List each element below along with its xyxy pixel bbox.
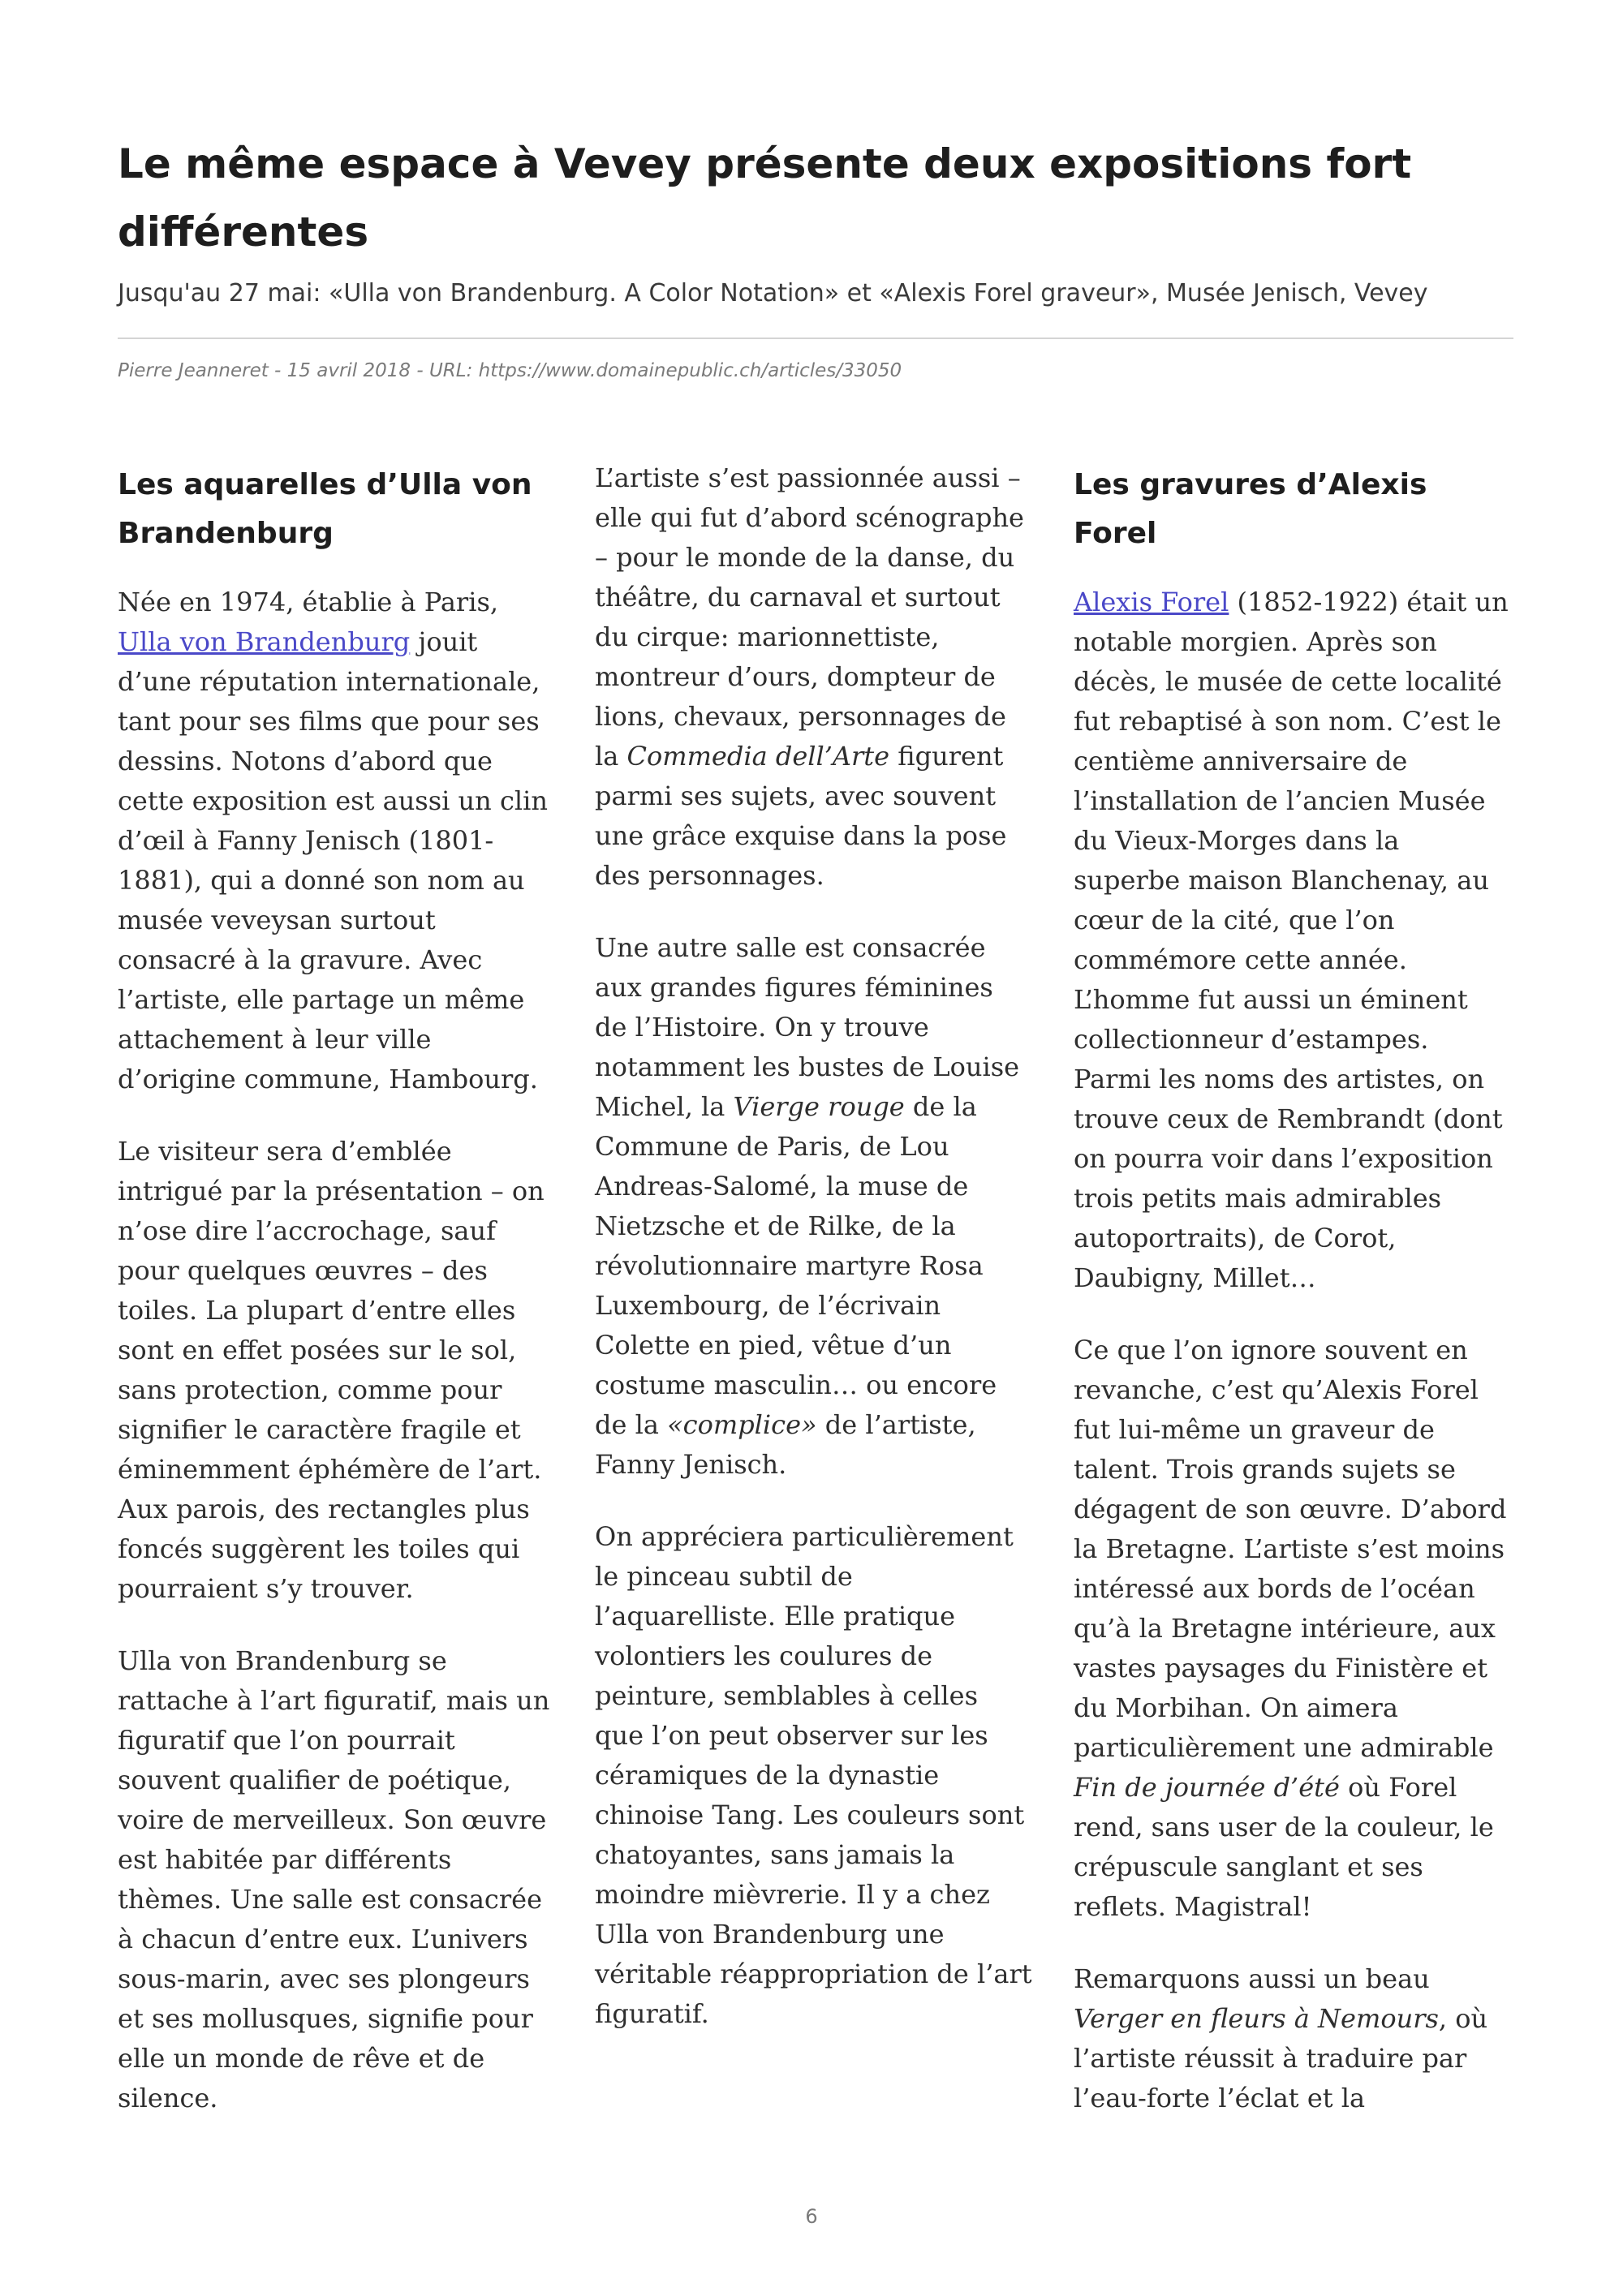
text-run: (1852-1922) était un notable morgien. Après son décès, le musée de cette localité fut rebaptisé à son nom. C’est le centième anniversaire de l’installation de l’ancien Musée du Vieux-Morges dans la superbe maison Blanchenay, au cœur de la cité, que l’on commémore cette année. L’homme fut aussi un éminent collectionneur d’estampes. Parmi les noms des artistes, on trouve ceux de Rembrandt (dont on pourra voir dans l’exposition trois petits mais admirables autoportraits), de Corot, Daubigny, Millet… [1074,587,1509,1293]
column-3 [1074,461,1512,2151]
paragraph [1074,1331,1512,1927]
column-1 [118,461,556,2151]
paragraph [1074,583,1512,1298]
text-run: Ce que l’on ignore souvent en revanche, c’est qu’Alexis Forel fut lui-même un graveur de talent. Trois grands sujets se dégagent de son œuvre. D’abord la Bretagne. L’artiste s’est moins intéressé aux bords de l’océan qu’à la Bretagne intérieure, aux vastes paysages du Finistère et du Morbihan. On aimera particulièrement une admirable [1074,1335,1507,1763]
text-run: figurent parmi ses sujets, avec souvent une grâce exquise dans la pose des personnages. [595,741,1007,891]
text-run: où Forel rend, sans user de la couleur, le crépuscule sanglant et ses reflets. Magistral! [1074,1772,1494,1922]
italic-text: Fin de journée d’été [1074,1772,1340,1803]
italic-text: Vierge rouge [733,1091,905,1122]
paragraph [595,928,1033,1485]
text-run: Née en 1974, établie à Paris, [118,587,499,617]
article-title: Le même espace à Vevey présente deux expositions fort différentes [118,140,1412,256]
header-divider [118,338,1513,339]
italic-text: Commedia dell’Arte [626,741,890,772]
italic-text: Verger en fleurs à Nemours [1074,2003,1439,2034]
article-meta: Pierre Jeanneret - 15 avril 2018 - URL: https://www.domainepublic.ch/articles/33050 [118,360,902,381]
text-run: , où l’artiste réussit à traduire par l’eau-forte l’éclat et la [1074,2003,1488,2113]
paragraph [118,583,556,1099]
italic-text: «complice» [667,1409,817,1440]
text-run: Remarquons aussi un beau [1074,1963,1430,1994]
text-run: Une autre salle est consacrée aux grandes figures féminines de l’Histoire. On y trouve notamment les bustes de Louise Michel, la [595,932,1020,1122]
paragraph: On appréciera particulièrement le pinceau subtil de l’aquarelliste. Elle pratique volontiers les coulures de peinture, semblables à celles que l’on peut observer sur les céramiques de la dynastie chinoise Tang. Les couleurs sont chatoyantes, sans jamais la moindre mièvrerie. Il y a chez Ulla von Brandenburg une véritable réappropriation de l’art figuratif. [595,1521,1032,2029]
paragraph: Le visiteur sera d’emblée intrigué par la présentation – on n’ose dire l’accrochage, sauf pour quelques œuvres – des toiles. La plupart d’entre elles sont en effet posées sur le sol, sans protection, comme pour signifier le caractère fragile et éminemment éphémère de l’art. Aux parois, des rectangles plus foncés suggèrent les toiles qui pourraient s’y trouver. [118,1136,545,1604]
paragraph [595,458,1033,896]
section-heading-aquarelles: Les aquarelles d’Ulla von Brandenburg [118,468,532,550]
text-run: jouit d’une réputation internationale, tant pour ses films que pour ses dessins. Notons d’abord que cette exposition est aussi un clin d’œil à Fanny Jenisch (1801-1881), qui a donné son nom au musée veveysan surtout consacré à la gravure. Avec l’artiste, elle partage un même attachement à leur ville d’origine commune, Hambourg. [118,626,548,1094]
page-number: 6 [805,2205,818,2228]
paragraph: Ulla von Brandenburg se rattache à l’art figuratif, mais un figuratif que l’on pourrait souvent qualifier de poétique, voire de merveilleux. Son œuvre est habitée par différents thèmes. Une salle est consacrée à chacun d’entre eux. L’univers sous-marin, avec ses plongeurs et ses mollusques, signifie pour elle un monde de rêve et de silence. [118,1645,550,2113]
paragraph [1074,1959,1512,2118]
section-heading-gravures: Les gravures d’Alexis Forel [1074,468,1427,550]
column-2 [595,458,1033,2066]
text-run: de l’artiste, Fanny Jenisch. [595,1409,976,1480]
text-run: de la Commune de Paris, de Lou Andreas-Salomé, la muse de Nietzsche et de Rilke, de la révolutionnaire martyre Rosa Luxembourg, de l’écrivain Colette en pied, vêtue d’un costume masculin… ou encore de la [595,1091,997,1440]
article-header [118,130,1513,385]
ulla-von-brandenburg-link[interactable]: Ulla von Brandenburg [118,626,411,657]
text-run: L’artiste s’est passionnée aussi – elle qui fut d’abord scénographe – pour le monde de la danse, du théâtre, du carnaval et surtout du cirque: marionnettiste, montreur d’ours, dompteur de lions, chevaux, personnages de la [595,462,1024,772]
alexis-forel-link[interactable]: Alexis Forel [1074,587,1229,617]
article-subtitle: Jusqu'au 27 mai: «Ulla von Brandenburg. A Color Notation» et «Alexis Forel graveur», Musée Jenisch, Vevey [118,279,1428,307]
